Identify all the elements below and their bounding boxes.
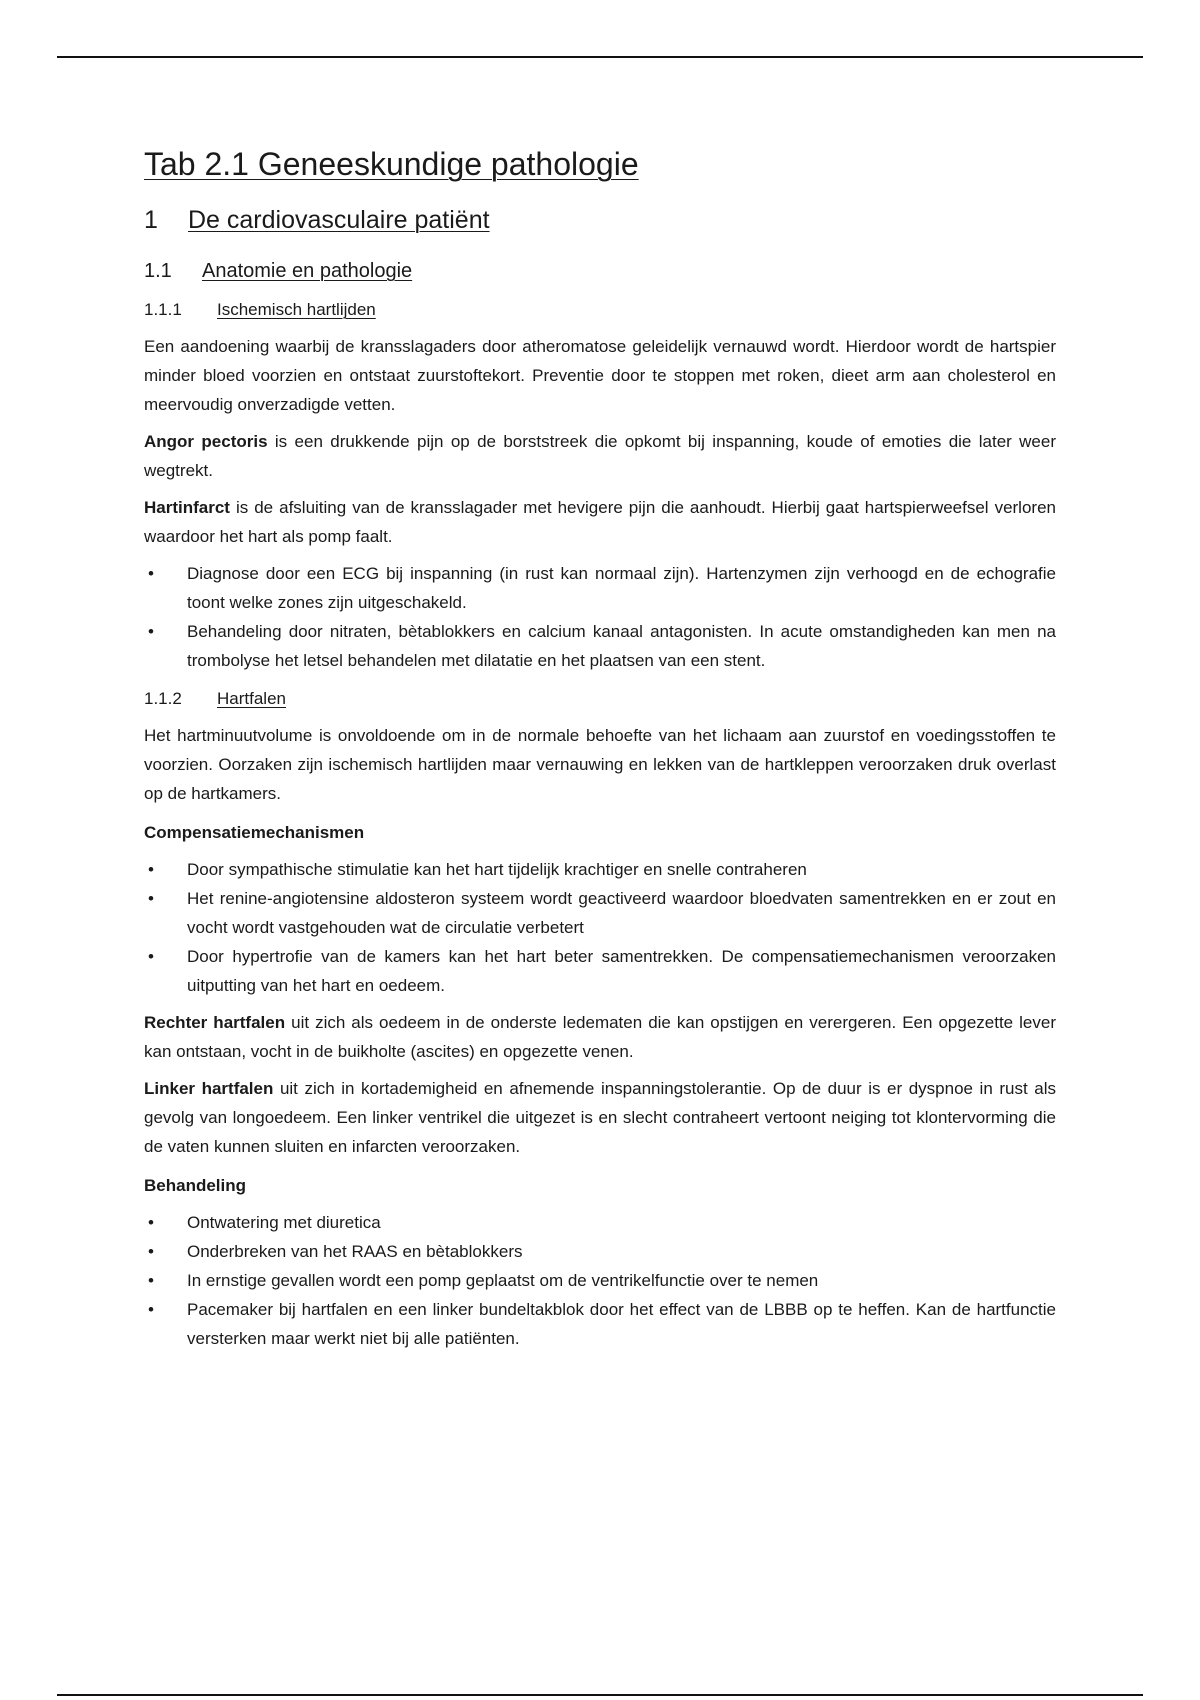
list-item <box>144 1295 1056 1353</box>
section-number: 1.1 <box>144 260 172 282</box>
bullet-icon: • <box>148 622 154 641</box>
section-title: Anatomie en pathologie <box>202 260 413 282</box>
list-item-text: Het renine-angiotensine aldosteron systeem wordt geactiveerd waardoor bloedvaten samentrekken en er zout en vocht wordt vastgehouden wat de circulatie verbetert <box>187 889 1056 937</box>
list-item-text: Ontwatering met diuretica <box>187 1213 381 1232</box>
list-item <box>144 559 1056 617</box>
paragraph-rechter-hartfalen <box>144 1008 1056 1066</box>
document-body <box>144 140 1056 1353</box>
term-hartinfarct: Hartinfarct <box>144 498 230 517</box>
list-item <box>144 1266 1056 1295</box>
hartinfarct-description: is de afsluiting van de kransslagader met hevigere pijn die aanhoudt. Hierbij gaat hartspierweefsel verloren waardoor het hart als pomp faalt. <box>144 498 1056 546</box>
list-item-text: In ernstige gevallen wordt een pomp geplaatst om de ventrikelfunctie over te nemen <box>187 1271 819 1290</box>
bullet-icon: • <box>148 947 154 966</box>
list-item <box>144 1237 1056 1266</box>
paragraph-intro-ischemisch: Een aandoening waarbij de kransslagaders door atheromatose geleidelijk vernauwd wordt. Hierdoor wordt de hartspier minder bloed voorzien en ontstaat zuurstoftekort. Preventie door te stoppen met roken, dieet arm aan cholesterol en meervoudig onverzadigde vetten. <box>144 337 1056 414</box>
paragraph-linker-hartfalen <box>144 1074 1056 1161</box>
list-item-text: Behandeling door nitraten, bètablokkers en calcium kanaal antagonisten. In acute omstandigheden kan men na trombolyse het letsel behandelen met dilatatie en het plaatsen van een stent. <box>187 622 1056 670</box>
subsection-heading-hartfalen <box>144 685 1056 713</box>
header-rule <box>57 56 1143 58</box>
list-item-text: Door hypertrofie van de kamers kan het hart beter samentrekken. De compensatiemechanismen veroorzaken uitputting van het hart en oedeem. <box>187 947 1056 995</box>
bullet-list-behandeling <box>144 1208 1056 1353</box>
section-heading <box>144 256 1056 286</box>
term-linker-hartfalen: Linker hartfalen <box>144 1079 274 1098</box>
list-item-text: Door sympathische stimulatie kan het hart tijdelijk krachtiger en snelle contraheren <box>187 860 807 879</box>
bullet-icon: • <box>148 1242 154 1261</box>
bullet-icon: • <box>148 564 154 583</box>
bullet-icon: • <box>148 889 154 908</box>
angor-description: is een drukkende pijn op de borststreek die opkomt bij inspanning, koude of emoties die later weer wegtrekt. <box>144 432 1057 480</box>
subsection-title: Hartfalen <box>217 689 286 708</box>
list-item <box>144 942 1056 1000</box>
list-item-text: Onderbreken van het RAAS en bètablokkers <box>187 1242 523 1261</box>
paragraph-intro-hartfalen: Het hartminuutvolume is onvoldoende om in de normale behoefte van het lichaam aan zuurstof en voedingsstoffen te voorzien. Oorzaken zijn ischemisch hartlijden maar vernauwing en lekken van de hartkleppen veroorzaken druk overlast op de hartkamers. <box>144 726 1056 803</box>
paragraph-hartinfarct <box>144 493 1056 551</box>
bullet-icon: • <box>148 1300 154 1319</box>
list-item <box>144 1208 1056 1237</box>
subsection-heading-ischemisch <box>144 296 1056 324</box>
paragraph-angor <box>144 427 1056 485</box>
chapter-title: De cardiovasculaire patiënt <box>188 206 490 234</box>
list-item <box>144 617 1056 675</box>
subsection-number: 1.1.2 <box>144 689 182 708</box>
list-item-text: Pacemaker bij hartfalen en een linker bundeltakblok door het effect van de LBBB op te heffen. Kan de hartfunctie versterken maar werkt niet bij alle patiënten. <box>187 1300 1056 1348</box>
bullet-icon: • <box>148 1271 154 1290</box>
chapter-number: 1 <box>144 206 158 234</box>
footer-rule <box>57 1694 1143 1696</box>
rechter-description: uit zich als oedeem in de onderste ledematen die kan opstijgen en verergeren. Een opgezette lever kan ontstaan, vocht in de buikholte (ascites) en opgezette venen. <box>144 1013 1056 1061</box>
label-behandeling: Behandeling <box>144 1176 247 1195</box>
chapter-heading <box>144 202 1056 238</box>
document-title: Tab 2.1 Geneeskundige pathologie <box>144 146 639 182</box>
subsection-title: Ischemisch hartlijden <box>217 300 376 319</box>
bullet-list-infarct <box>144 559 1056 675</box>
term-rechter-hartfalen: Rechter hartfalen <box>144 1013 286 1032</box>
bullet-icon: • <box>148 860 154 879</box>
term-angor-pectoris: Angor pectoris <box>144 432 268 451</box>
list-item <box>144 855 1056 884</box>
label-compensatiemechanismen: Compensatiemechanismen <box>144 823 365 842</box>
bullet-icon: • <box>148 1213 154 1232</box>
bullet-list-compensatie <box>144 855 1056 1000</box>
linker-description: uit zich in kortademigheid en afnemende inspanningstolerantie. Op de duur is er dyspnoe in rust als gevolg van longoedeem. Een linker ventrikel die uitgezet is en slecht contraheert vertoont neiging tot klontervorming die de vaten kunnen sluiten en infarcten veroorzaken. <box>144 1079 1056 1156</box>
subsection-number: 1.1.1 <box>144 300 182 319</box>
list-item <box>144 884 1056 942</box>
list-item-text: Diagnose door een ECG bij inspanning (in rust kan normaal zijn). Hartenzymen zijn verhoogd en de echografie toont welke zones zijn uitgeschakeld. <box>187 564 1056 612</box>
